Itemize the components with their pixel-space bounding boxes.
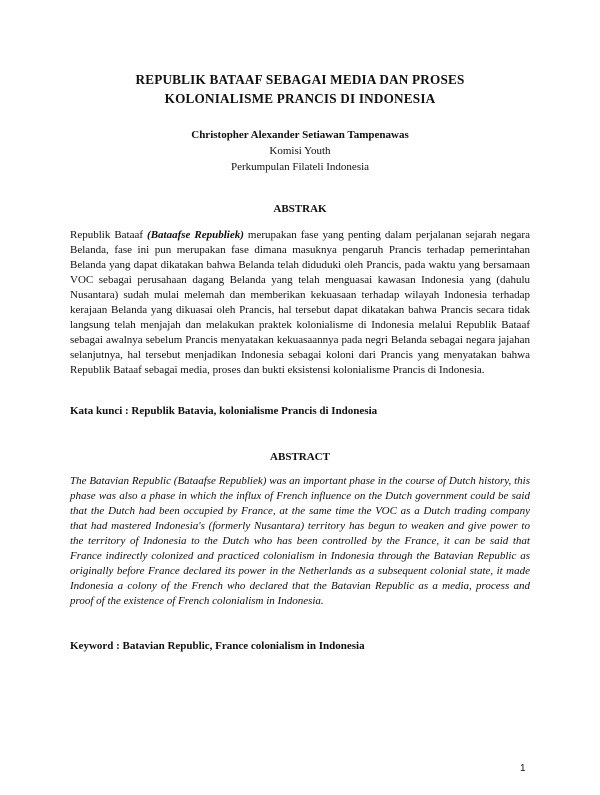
page-number: 1 <box>520 763 526 774</box>
abstract-paragraph: The Batavian Republic (Bataafse Republiek) was an important phase in the course of Dutch history, this phase was also a phase in which the influx of French influence on the Dutch government could be said that the Dutch had been occupied by France, at the same time the VOC as a Dutch trading company that had mastered Indonesia's (formerly Nusantara) territory has begun to weaken and give power to the territory of Indonesia to the Dutch who has been controlled by the France, it can be said that France indirectly colonized and practiced colonialism in Indonesia through the Batavian Republic as originally before France declared its power in the Netherlands as a subsequent colonial state, it made Indonesia a colony of the French who declared that the Batavian Republic as a media, process and proof of the existence of French colonialism in Indonesia. <box>70 475 530 607</box>
affiliation-2: Perkumpulan Filateli Indonesia <box>230 161 370 173</box>
affiliation-1: Komisi Youth <box>269 145 331 157</box>
author-name: Christopher Alexander Setiawan Tampenawas <box>191 129 409 141</box>
abstrak-heading: ABSTRAK <box>273 203 327 215</box>
paper-title <box>70 70 530 108</box>
abstrak-text-start: Republik Bataaf <box>70 229 148 241</box>
kata-kunci: Kata kunci : Republik Batavia, kolonialisme Prancis di Indonesia <box>70 405 378 417</box>
title-line-2: KOLONIALISME PRANCIS DI INDONESIA <box>164 91 436 106</box>
title-line-1: REPUBLIK BATAAF SEBAGAI MEDIA DAN PROSES <box>135 72 465 87</box>
abstrak-term: (Bataafse Republiek) <box>147 229 244 241</box>
abstrak-text-rest: merupakan fase yang penting dalam perjalanan sejarah negara Belanda, fase ini pun merupakan fase dimana masuknya pengaruh Prancis terhadap pemerintahan Belanda yang dapat dikatakan bahwa Belanda telah diduduki oleh Prancis, pada waktu yang bersamaan VOC sebagai perusahaan dagang Belanda yang telah menguasai kawasan Indonesia yang (dahulu Nusantara) sudah mulai melemah dan memberikan kekuasaan terhadap wilayah Indonesia terhadap kerajaan Belanda yang dikuasai oleh Prancis, hal tersebut dapat dikatakan bahwa Prancis secara tidak langsung telah menjajah dan melakukan praktek kolonialisme di Indonesia melalui Republik Bataaf sebagai awalnya sebelum Prancis menyatakan kekuasaannya pada negri Belanda sebagai negara jajahan selanjutnya, hal tersebut menjadikan Indonesia sebagai koloni dari Prancis yang menyatakan bahwa Republik Bataaf sebagai media, proses dan bukti eksistensi kolonialisme Prancis di Indonesia. <box>70 229 530 376</box>
author-block <box>70 127 530 175</box>
abstract-heading: ABSTRACT <box>270 451 330 463</box>
abstrak-paragraph <box>70 228 530 378</box>
keyword-line: Keyword : Batavian Republic, France colonialism in Indonesia <box>70 640 365 652</box>
